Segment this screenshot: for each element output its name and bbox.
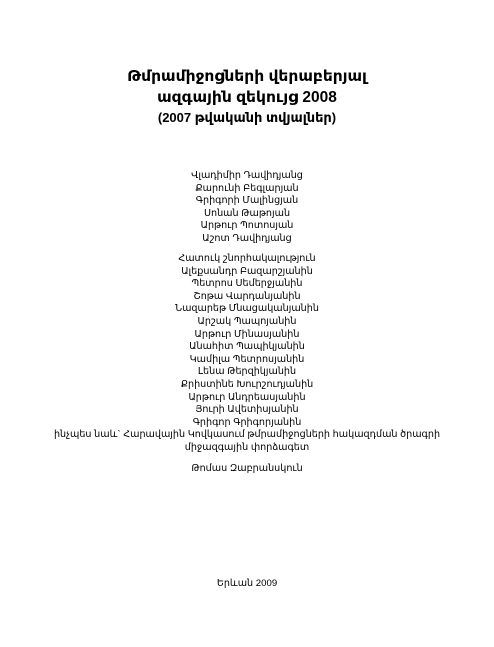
acknowledgements-note-line-2: միջազգային փորձագետ: [184, 441, 310, 453]
expert-name-text: Թոմաս Զաբրանսկուն: [191, 463, 303, 474]
acknowledgements-heading: Հատուկ շնորհակալություն: [178, 253, 316, 264]
author-name: Արթուր Պոտոսյան: [200, 220, 294, 232]
acknowledged-person: Արթուր Մինասյանին: [194, 328, 300, 340]
acknowledgements-list: [0, 253, 494, 455]
acknowledged-person: Լենա Թերզիկյանին: [197, 366, 297, 378]
acknowledgements-note-line-1: ինչպես նաև` Հարավային Կովկասում թմրամիջոցների հակազդման ծրագրի: [53, 429, 441, 441]
expert-name: [0, 463, 494, 476]
acknowledged-person: Շոթա Վարդանյանին: [193, 290, 301, 302]
acknowledged-person: Կամիլա Պետրոսյանին: [189, 353, 305, 365]
acknowledged-person: Քրիստինե Խուրշուդյանին: [180, 378, 314, 390]
author-name: Աշոտ Դավիդյանց: [202, 232, 292, 244]
title-line-2: ազգային զեկույց 2008: [157, 89, 337, 106]
acknowledged-person: Գրիգոր Գրիգորյանին: [192, 416, 302, 428]
title-line-1: Թմրամիջոցների վերաբերյալ: [127, 68, 367, 85]
title-subtitle: (2007 թվականի տվյալներ): [157, 110, 337, 125]
document-title: [0, 66, 494, 127]
acknowledged-person: Անահիտ Պապիկյանին: [189, 341, 305, 353]
acknowledged-person: Արթուր Անդրեասյանին: [188, 391, 306, 403]
author-name: Վլադիմիր Դավիդյանց: [191, 170, 303, 181]
author-name: Քարունի Բեգլարյան: [195, 182, 299, 194]
acknowledged-person: Արշակ Պապոյանին: [197, 315, 297, 327]
acknowledged-person: Նազարեթ Մնացականյանին: [175, 303, 319, 315]
acknowledged-person: Ալեքսանդր Բազարշյանին: [181, 265, 313, 277]
authors-list: [0, 170, 494, 246]
publication-place-year: Երևան 2009: [216, 578, 278, 589]
author-name: Գրիգորի Մալինցյան: [195, 195, 299, 207]
acknowledged-person: Պետրոս Սեմերջյանին: [191, 278, 303, 290]
acknowledged-person: Յուրի Ավետիսյանին: [195, 404, 299, 416]
author-name: Սոնան Թաթոյան: [203, 207, 291, 219]
